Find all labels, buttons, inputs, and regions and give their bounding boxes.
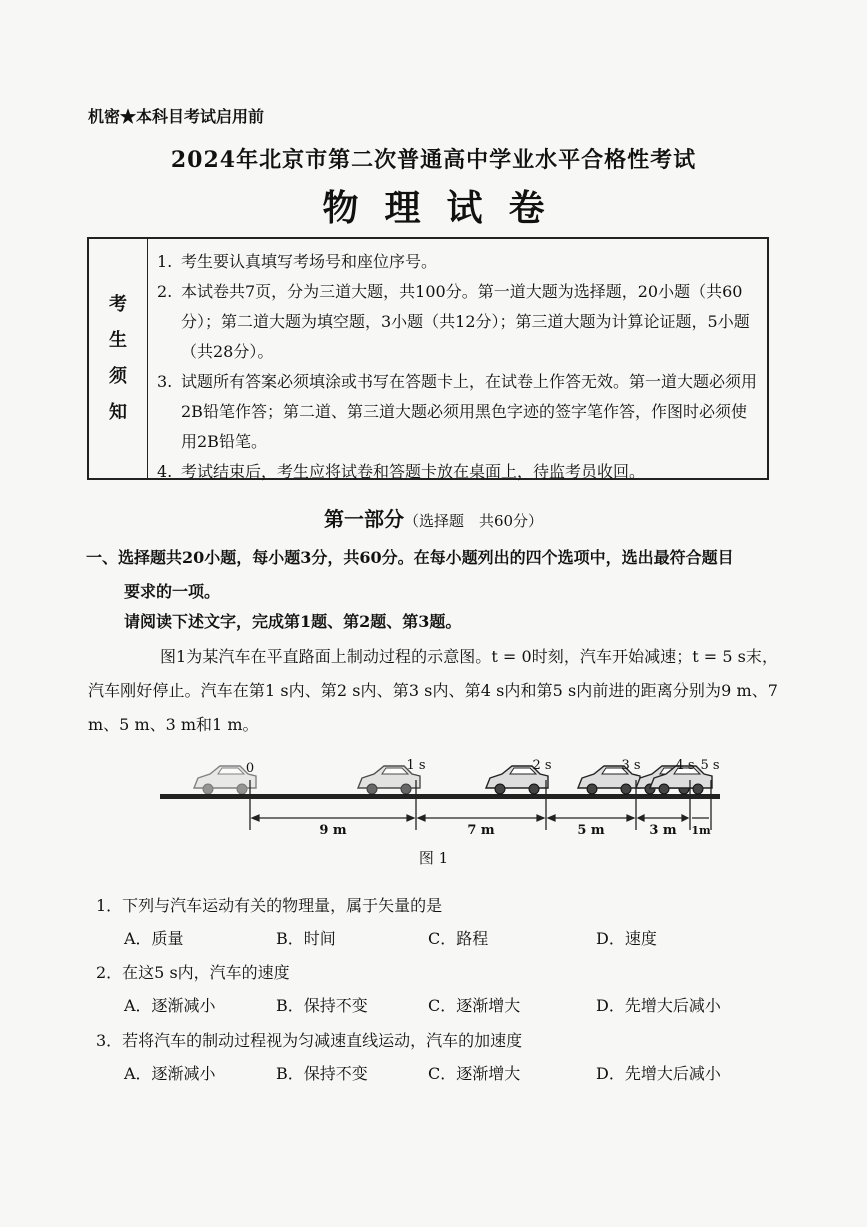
question-stem: 1．下列与汽车运动有关的物理量，属于矢量的是 [96, 896, 443, 915]
candidate-notice-box [87, 237, 769, 480]
subject-title: 物理试卷 [322, 187, 571, 229]
passage-text: 图1为某汽车在平直路面上制动过程的示意图。t = 0时刻，汽车开始减速；t = 5 s末，汽车刚好停止。汽车在第1 s内、第2 s内、第3 s内、第4 s内和第5 s内前进的距离分别为9 m、7 m、5 m、3 m和1 m。 [88, 647, 778, 734]
notice-side-char: 知 [109, 401, 127, 423]
question-option: A．逐渐减小 [124, 996, 216, 1015]
question-option: C．路程 [428, 929, 489, 948]
notice-item-number: 4. [157, 462, 173, 481]
question-option: C．逐渐增大 [428, 996, 521, 1015]
confidential-label: 机密★本科目考试启用前 [88, 107, 265, 126]
question-option: A．逐渐减小 [124, 1064, 216, 1083]
notice-side-char: 考 [109, 293, 127, 315]
figure-caption: 图 1 [418, 849, 449, 867]
question-stem: 3．若将汽车的制动过程视为匀减速直线运动，汽车的加速度 [96, 1031, 523, 1050]
distance-label: 7 m [467, 823, 495, 838]
notice-item [157, 277, 759, 367]
question-option: B．保持不变 [276, 996, 368, 1015]
notice-item-text: 考试结束后，考生应将试卷和答题卡放在桌面上，待监考员收回。 [181, 462, 646, 481]
part-title [0, 503, 867, 532]
distance-label: 1m [691, 824, 711, 837]
question-option: B．保持不变 [276, 1064, 368, 1083]
notice-side-label [89, 239, 148, 478]
section-instruction [86, 541, 776, 609]
notice-list [157, 247, 759, 487]
braking-diagram [150, 750, 730, 840]
notice-item-number: 1. [157, 252, 173, 271]
question-stem: 2．在这5 s内，汽车的速度 [96, 963, 290, 982]
notice-item [157, 247, 759, 277]
notice-item [157, 367, 759, 457]
time-label: 1 s [406, 758, 426, 773]
distance-label: 5 m [577, 823, 605, 838]
notice-item-text: 本试卷共7页，分为三道大题，共100分。第一道大题为选择题，20小题（共60分）；第二道大题为填空题，3小题（共12分）；第三道大题为计算论证题，5小题（共28分）。 [181, 282, 750, 361]
part-title-note: （选择题 共60分） [403, 512, 544, 530]
section-instruction-line: 要求的一项。 [124, 582, 221, 601]
question-option: C．逐渐增大 [428, 1064, 521, 1083]
time-label: 4 s [675, 758, 695, 773]
time-label: 2 s [532, 758, 552, 773]
distance-label: 9 m [319, 823, 347, 838]
notice-item-number: 3. [157, 372, 173, 391]
time-label: 5 s [700, 758, 720, 773]
section-instruction-line: 一、选择题共20小题，每小题3分，共60分。在每小题列出的四个选项中，选出最符合题目 [86, 548, 734, 567]
question-option: D．先增大后减小 [596, 1064, 721, 1083]
distance-label: 3 m [649, 823, 677, 838]
notice-item-text: 试题所有答案必须填涂或书写在答题卡上，在试卷上作答无效。第一道大题必须用2B铅笔作答；第二道、第三道大题必须用黑色字迹的签字笔作答，作图时必须使用2B铅笔。 [181, 372, 758, 451]
question-option: D．速度 [596, 929, 657, 948]
notice-item-number: 2. [157, 282, 173, 301]
exam-title: 2024年北京市第二次普通高中学业水平合格性考试 [170, 147, 697, 173]
notice-item [157, 457, 759, 487]
question-option: B．时间 [276, 929, 336, 948]
time-label: 3 s [621, 758, 641, 773]
part-title-text: 第一部分 [323, 507, 404, 531]
notice-side-char: 须 [109, 365, 127, 387]
question-option: A．质量 [124, 929, 184, 948]
reading-instruction: 请阅读下述文字，完成第1题、第2题、第3题。 [124, 612, 462, 631]
notice-side-char: 生 [109, 329, 127, 351]
notice-item-text: 考生要认真填写考场号和座位序号。 [181, 252, 438, 271]
question-option: D．先增大后减小 [596, 996, 721, 1015]
time-label: 0 [245, 761, 255, 776]
